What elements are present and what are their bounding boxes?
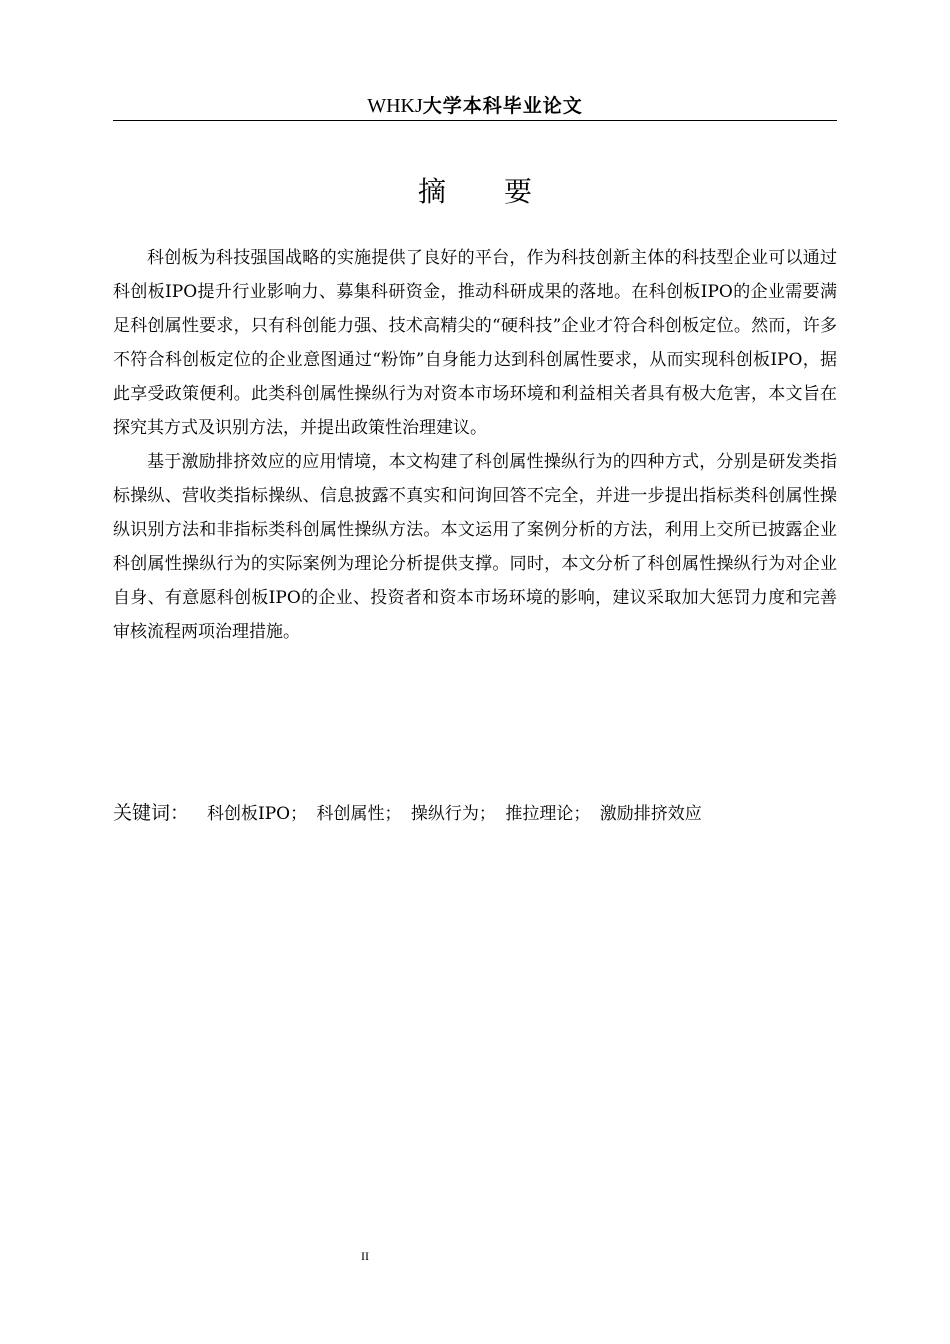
abstract-title: 摘要	[417, 175, 590, 208]
header-rule	[113, 120, 837, 121]
keyword-item: 推拉理论；	[505, 804, 591, 824]
header-school-code: WHKJ	[367, 95, 423, 117]
keyword-item: 操纵行为；	[410, 804, 496, 824]
keyword-item: 激励排挤效应	[599, 804, 702, 824]
keywords-line	[113, 798, 837, 829]
abstract-body	[113, 241, 837, 649]
abstract-paragraph-1: 科创板为科技强国战略的实施提供了良好的平台，作为科技创新主体的科技型企业可以通过科创板IPO提升行业影响力、募集科研资金，推动科研成果的落地。在科创板IPO的企业需要满足科创属性要求，只有科创能力强、技术高精尖的“硬科技”企业才符合科创板定位。然而，许多不符合科创板定位的企业意图通过“粉饰”自身能力达到科创属性要求，从而实现科创板IPO，据此享受政策便利。此类科创属性操纵行为对资本市场环境和利益相关者具有极大危害，本文旨在探究其方式及识别方法，并提出政策性治理建议。	[113, 248, 837, 438]
running-header	[113, 92, 837, 120]
page-number: II	[361, 1249, 369, 1263]
keywords-label: 关键词：	[113, 802, 190, 824]
abstract-paragraph-2: 基于激励排挤效应的应用情境，本文构建了科创属性操纵行为的四种方式，分别是研发类指标操纵、营收类指标操纵、信息披露不真实和问询回答不完全，并进一步提出指标类科创属性操纵识别方法和非指标类科创属性操纵方法。本文运用了案例分析的方法，利用上交所已披露企业科创属性操纵行为的实际案例为理论分析提供支撑。同时，本文分析了科创属性操纵行为对企业自身、有意愿科创板IPO的企业、投资者和资本市场环境的影响，建议采取加大惩罚力度和完善审核流程两项治理措施。	[113, 452, 837, 642]
keyword-item: 科创板IPO；	[207, 804, 308, 824]
header-thesis-type: 大学本科毕业论文	[422, 95, 583, 117]
keyword-item: 科创属性；	[316, 804, 402, 824]
